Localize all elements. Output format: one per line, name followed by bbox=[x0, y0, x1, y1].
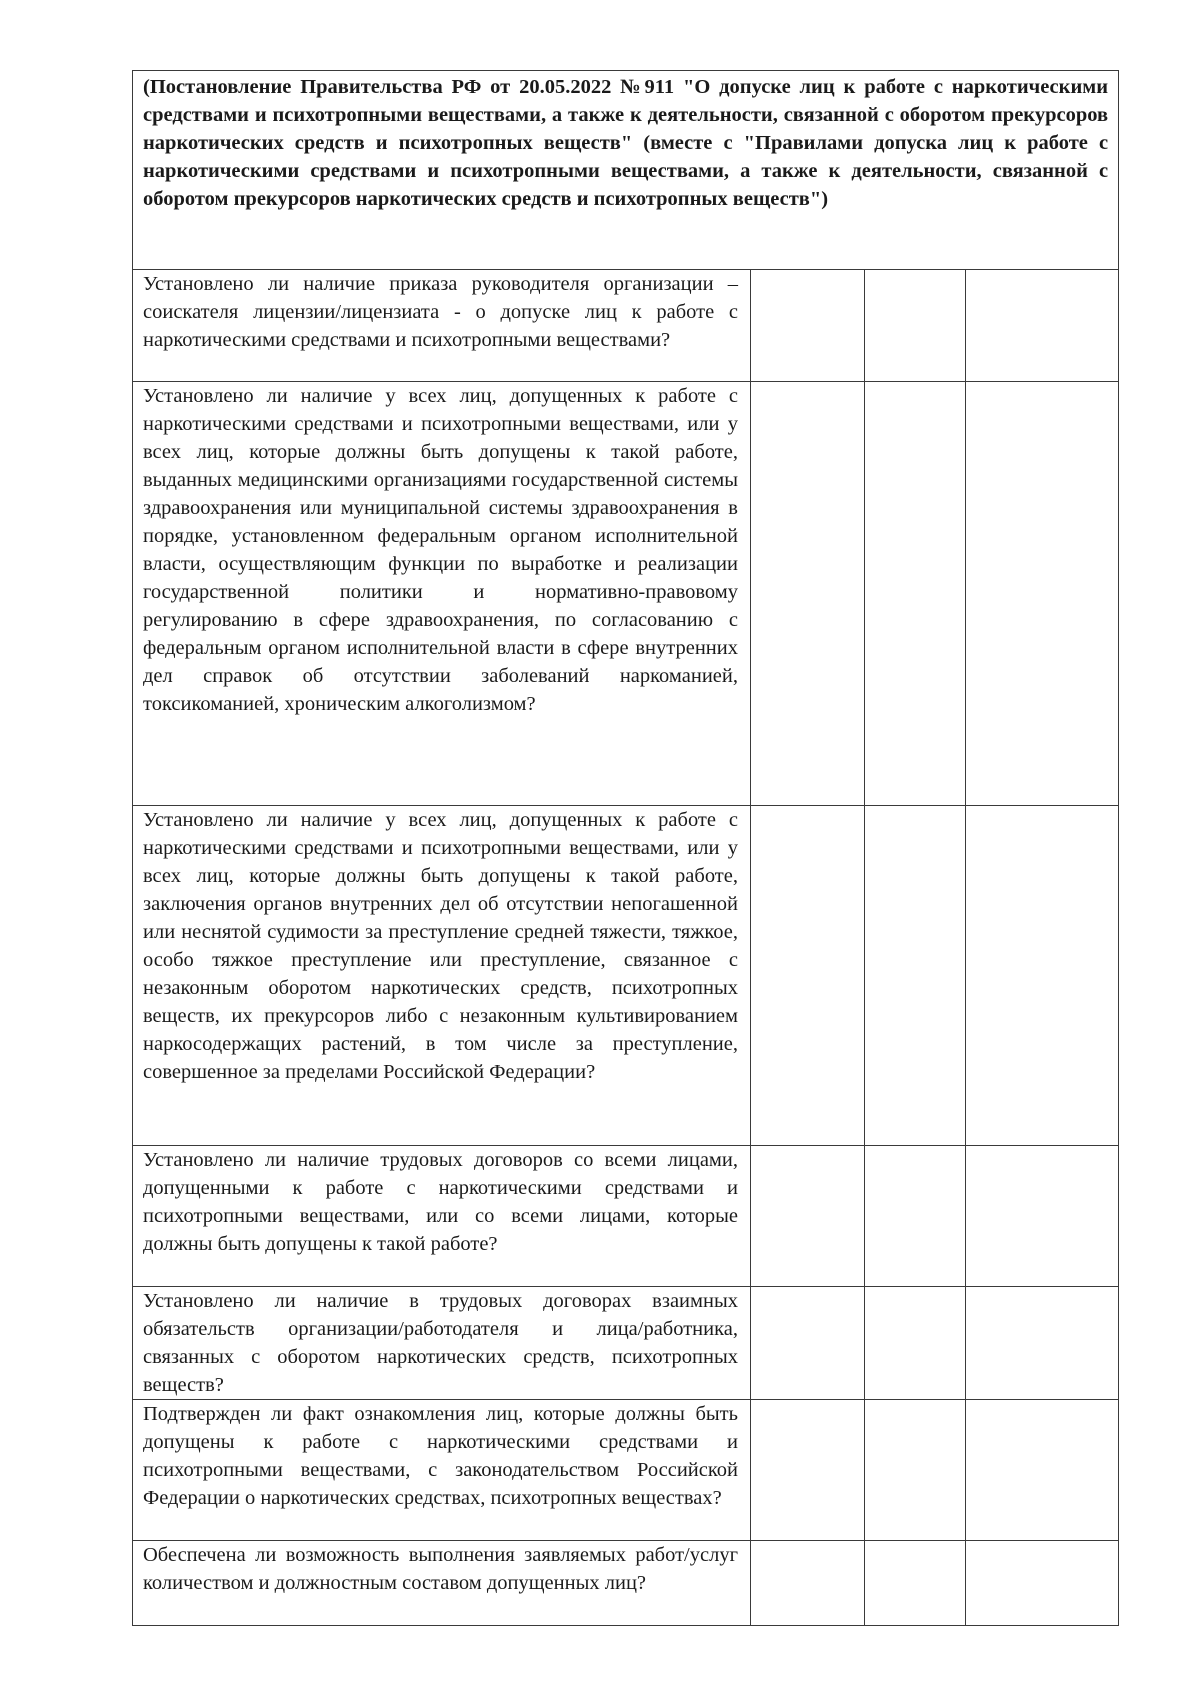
header-row bbox=[133, 71, 1119, 270]
answer-cell[interactable] bbox=[751, 1287, 865, 1400]
question-cell bbox=[133, 1400, 751, 1541]
regulation-header-text: (Постановление Правительства РФ от 20.05.2022 №911 "О допуске лиц к работе с наркотическими средствами и психотропными веществами, а также к деятельности, связанной с оборотом прекурсоров наркотических средств и психотропных веществ" (вместе с "Правилами допуска лиц к работе с наркотическими средствами и психотропными веществами, а также к деятельности, связанной с оборотом прекурсоров наркотических средств и психотропных веществ") bbox=[143, 76, 1109, 210]
answer-cell[interactable] bbox=[966, 1541, 1119, 1626]
answer-cell[interactable] bbox=[751, 382, 865, 806]
answer-cell[interactable] bbox=[751, 1541, 865, 1626]
question-text: Установлено ли наличие у всех лиц, допущенных к работе с наркотическими средствами и психотропными веществами, или у всех лиц, которые должны быть допущены к такой работе, заключения органов внутренних дел об отсутствии непогашенной или неснятой судимости за преступление средней тяжести, тяжкое, особо тяжкое преступление или преступление, связанное с незаконным оборотом наркотических средств, психотропных веществ, их прекурсоров либо с незаконным культивированием наркосодержащих растений, в том числе за преступление, совершенное за пределами Российской Федерации? bbox=[143, 809, 738, 1083]
answer-cell[interactable] bbox=[865, 270, 966, 382]
question-text: Установлено ли наличие приказа руководителя организации – соискателя лицензии/лицензиата - о допуске лиц к работе с наркотическими средствами и психотропными веществами? bbox=[143, 273, 738, 351]
question-cell bbox=[133, 382, 751, 806]
answer-cell[interactable] bbox=[865, 1287, 966, 1400]
answer-cell[interactable] bbox=[751, 1400, 865, 1541]
table-row bbox=[133, 806, 1119, 1146]
answer-cell[interactable] bbox=[865, 382, 966, 806]
answer-cell[interactable] bbox=[966, 382, 1119, 806]
question-cell bbox=[133, 1287, 751, 1400]
answer-cell[interactable] bbox=[966, 1146, 1119, 1287]
answer-cell[interactable] bbox=[966, 270, 1119, 382]
answer-cell[interactable] bbox=[751, 1146, 865, 1287]
question-text: Обеспечена ли возможность выполнения заявляемых работ/услуг количеством и должностным составом допущенных лиц? bbox=[143, 1544, 738, 1594]
answer-cell[interactable] bbox=[966, 1287, 1119, 1400]
answer-cell[interactable] bbox=[865, 1146, 966, 1287]
answer-cell[interactable] bbox=[966, 1400, 1119, 1541]
answer-cell[interactable] bbox=[751, 806, 865, 1146]
table-row bbox=[133, 1400, 1119, 1541]
answer-cell[interactable] bbox=[966, 806, 1119, 1146]
table-row bbox=[133, 382, 1119, 806]
answer-cell[interactable] bbox=[865, 1400, 966, 1541]
question-cell bbox=[133, 806, 751, 1146]
answer-cell[interactable] bbox=[865, 1541, 966, 1626]
regulation-header-cell bbox=[133, 71, 1119, 270]
table-row bbox=[133, 1146, 1119, 1287]
checklist-table bbox=[132, 70, 1119, 1626]
table-row bbox=[133, 270, 1119, 382]
question-text: Установлено ли наличие трудовых договоров со всеми лицами, допущенными к работе с наркотическими средствами и психотропными веществами, или со всеми лицами, которые должны быть допущены к такой работе? bbox=[143, 1149, 738, 1255]
table-row bbox=[133, 1287, 1119, 1400]
answer-cell[interactable] bbox=[751, 270, 865, 382]
table-row bbox=[133, 1541, 1119, 1626]
question-cell bbox=[133, 270, 751, 382]
question-cell bbox=[133, 1541, 751, 1626]
question-text: Установлено ли наличие у всех лиц, допущенных к работе с наркотическими средствами и психотропными веществами, или у всех лиц, которые должны быть допущены к такой работе, выданных медицинскими организациями государственной системы здравоохранения или муниципальной системы здравоохранения в порядке, установленном федеральным органом исполнительной власти, осуществляющим функции по выработке и реализации государственной политики и нормативно-правовому регулированию в сфере здравоохранения, по согласованию с федеральным органом исполнительной власти в сфере внутренних дел справок об отсутствии заболеваний наркоманией, токсикоманией, хроническим алкоголизмом? bbox=[143, 385, 738, 715]
question-text: Подтвержден ли факт ознакомления лиц, которые должны быть допущены к работе с наркотическими средствами и психотропными веществами, с законодательством Российской Федерации о наркотических средствах, психотропных веществах? bbox=[143, 1403, 738, 1509]
answer-cell[interactable] bbox=[865, 806, 966, 1146]
question-cell bbox=[133, 1146, 751, 1287]
question-text: Установлено ли наличие в трудовых договорах взаимных обязательств организации/работодателя и лица/работника, связанных с оборотом наркотических средств, психотропных веществ? bbox=[143, 1290, 738, 1396]
